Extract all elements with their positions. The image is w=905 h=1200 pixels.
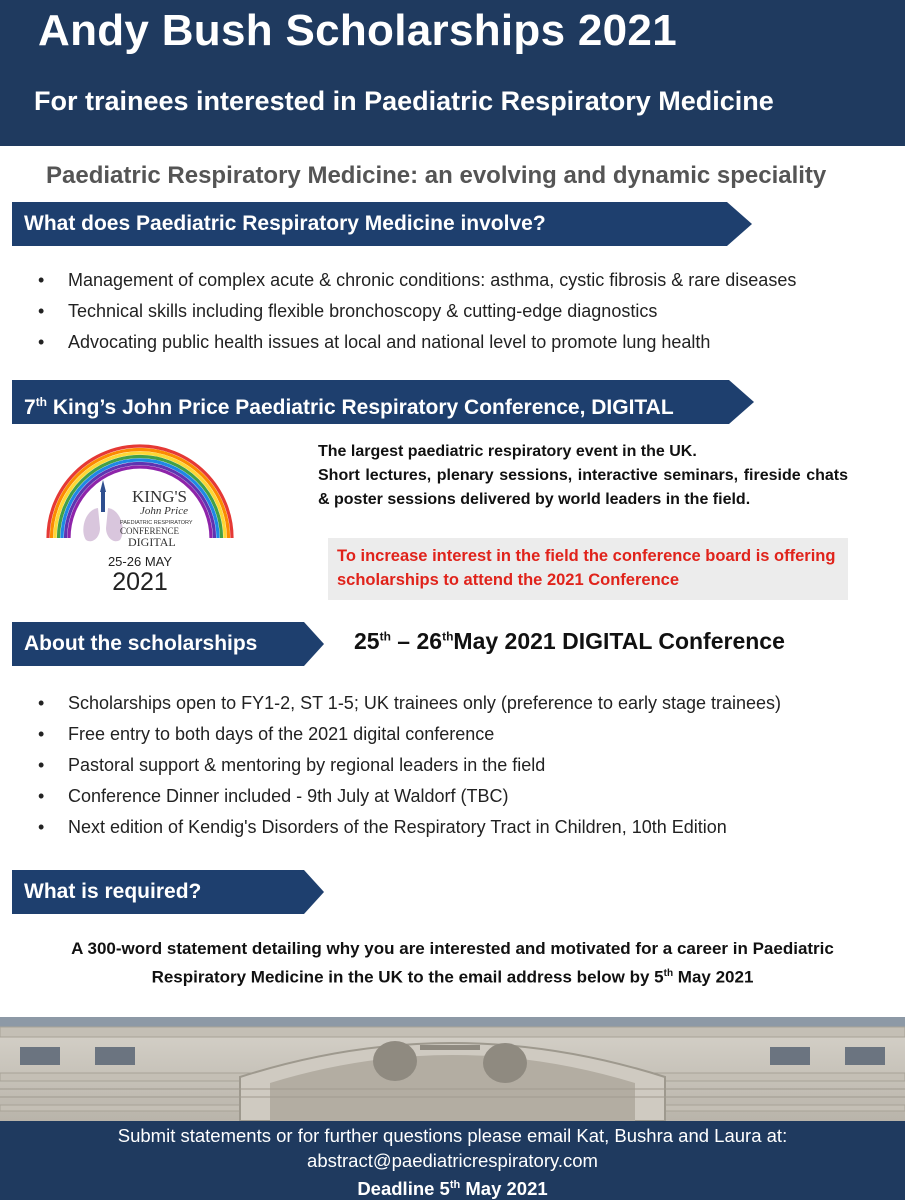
scholarship-list <box>38 688 781 843</box>
date-end-ordinal: th <box>442 629 454 644</box>
section-banner-involve <box>12 202 752 246</box>
logo-text-digital: DIGITAL <box>128 535 176 549</box>
section-heading-conference <box>24 380 674 424</box>
involve-list <box>38 265 796 358</box>
deadline-ordinal: th <box>449 1179 461 1191</box>
conference-description <box>318 440 848 512</box>
building-photo <box>0 1017 905 1121</box>
logo-year: 2021 <box>112 568 168 596</box>
list-item: • Pastoral support & mentoring by regional leaders in the field <box>38 750 781 781</box>
footer-email[interactable]: abstract@paediatricrespiratory.com <box>307 1150 598 1171</box>
date-rest: May 2021 DIGITAL Conference <box>453 628 785 654</box>
section-banner-about <box>12 622 324 666</box>
requirement-main: A 300-word statement detailing why you are interested and motivated for a career in Paediatric Respiratory Medicine in the UK to the email address below by 5 <box>71 939 834 987</box>
date-start: 25 <box>354 628 380 654</box>
section-banner-conference <box>12 380 754 424</box>
conference-date-line <box>354 628 785 655</box>
list-item: • Conference Dinner included - 9th July at Waldorf (TBC) <box>38 781 781 812</box>
date-separator: – 26 <box>390 628 443 654</box>
poster-subtitle: For trainees interested in Paediatric Respiratory Medicine <box>34 86 774 116</box>
logo-dates: 25-26 MAY <box>107 554 173 569</box>
deadline-date: May 2021 <box>460 1178 548 1200</box>
list-item: • Management of complex acute & chronic conditions: asthma, cystic fibrosis & rare diseases <box>38 265 796 296</box>
requirement-ordinal: th <box>663 968 674 979</box>
section-heading-involve: What does Paediatric Respiratory Medicine involve? <box>24 212 546 235</box>
conference-desc-line2: Short lectures, plenary sessions, interactive seminars, fireside chats & poster sessions delivered by world leaders in the field. <box>318 467 848 508</box>
date-start-ordinal: th <box>379 629 391 644</box>
logo-text-paed: PAEDIATRIC RESPIRATORY <box>120 520 193 526</box>
list-item: • Technical skills including flexible bronchoscopy & cutting-edge diagnostics <box>38 296 796 327</box>
conference-logo <box>40 440 240 600</box>
heading-number: 7 <box>24 396 36 419</box>
conference-desc-line1: The largest paediatric respiratory event in the UK. <box>318 443 697 460</box>
tagline: Paediatric Respiratory Medicine: an evolving and dynamic speciality <box>46 162 827 189</box>
poster-title: Andy Bush Scholarships 2021 <box>38 6 677 55</box>
requirement-date: May 2021 <box>673 967 754 987</box>
footer-band <box>0 1121 905 1200</box>
list-item: • Advocating public health issues at local and national level to promote lung health <box>38 327 796 358</box>
scholarship-highlight-box: To increase interest in the field the conference board is offering scholarships to attend the 2021 Conference <box>328 538 848 600</box>
footer-deadline <box>0 1173 905 1200</box>
list-item: • Next edition of Kendig's Disorders of the Respiratory Tract in Children, 10th Edition <box>38 812 781 843</box>
heading-text: King’s John Price Paediatric Respiratory Conference, DIGITAL <box>47 396 674 419</box>
section-banner-required <box>12 870 324 914</box>
logo-text-conference: CONFERENCE <box>120 526 180 536</box>
section-heading-required: What is required? <box>24 880 202 903</box>
heading-ordinal: th <box>35 395 48 409</box>
list-item: • Free entry to both days of the 2021 digital conference <box>38 719 781 750</box>
header-band <box>0 0 905 146</box>
list-item: • Scholarships open to FY1-2, ST 1-5; UK trainees only (preference to early stage trainees) <box>38 688 781 719</box>
requirement-text <box>30 936 875 990</box>
footer-instruction: Submit statements or for further questions please email Kat, Bushra and Laura at: <box>117 1125 788 1146</box>
section-heading-about: About the scholarships <box>24 632 258 655</box>
deadline-text: Deadline 5 <box>357 1178 450 1200</box>
logo-text-johnprice: John Price <box>140 505 188 517</box>
logo-text-kings: KING'S <box>132 487 188 506</box>
